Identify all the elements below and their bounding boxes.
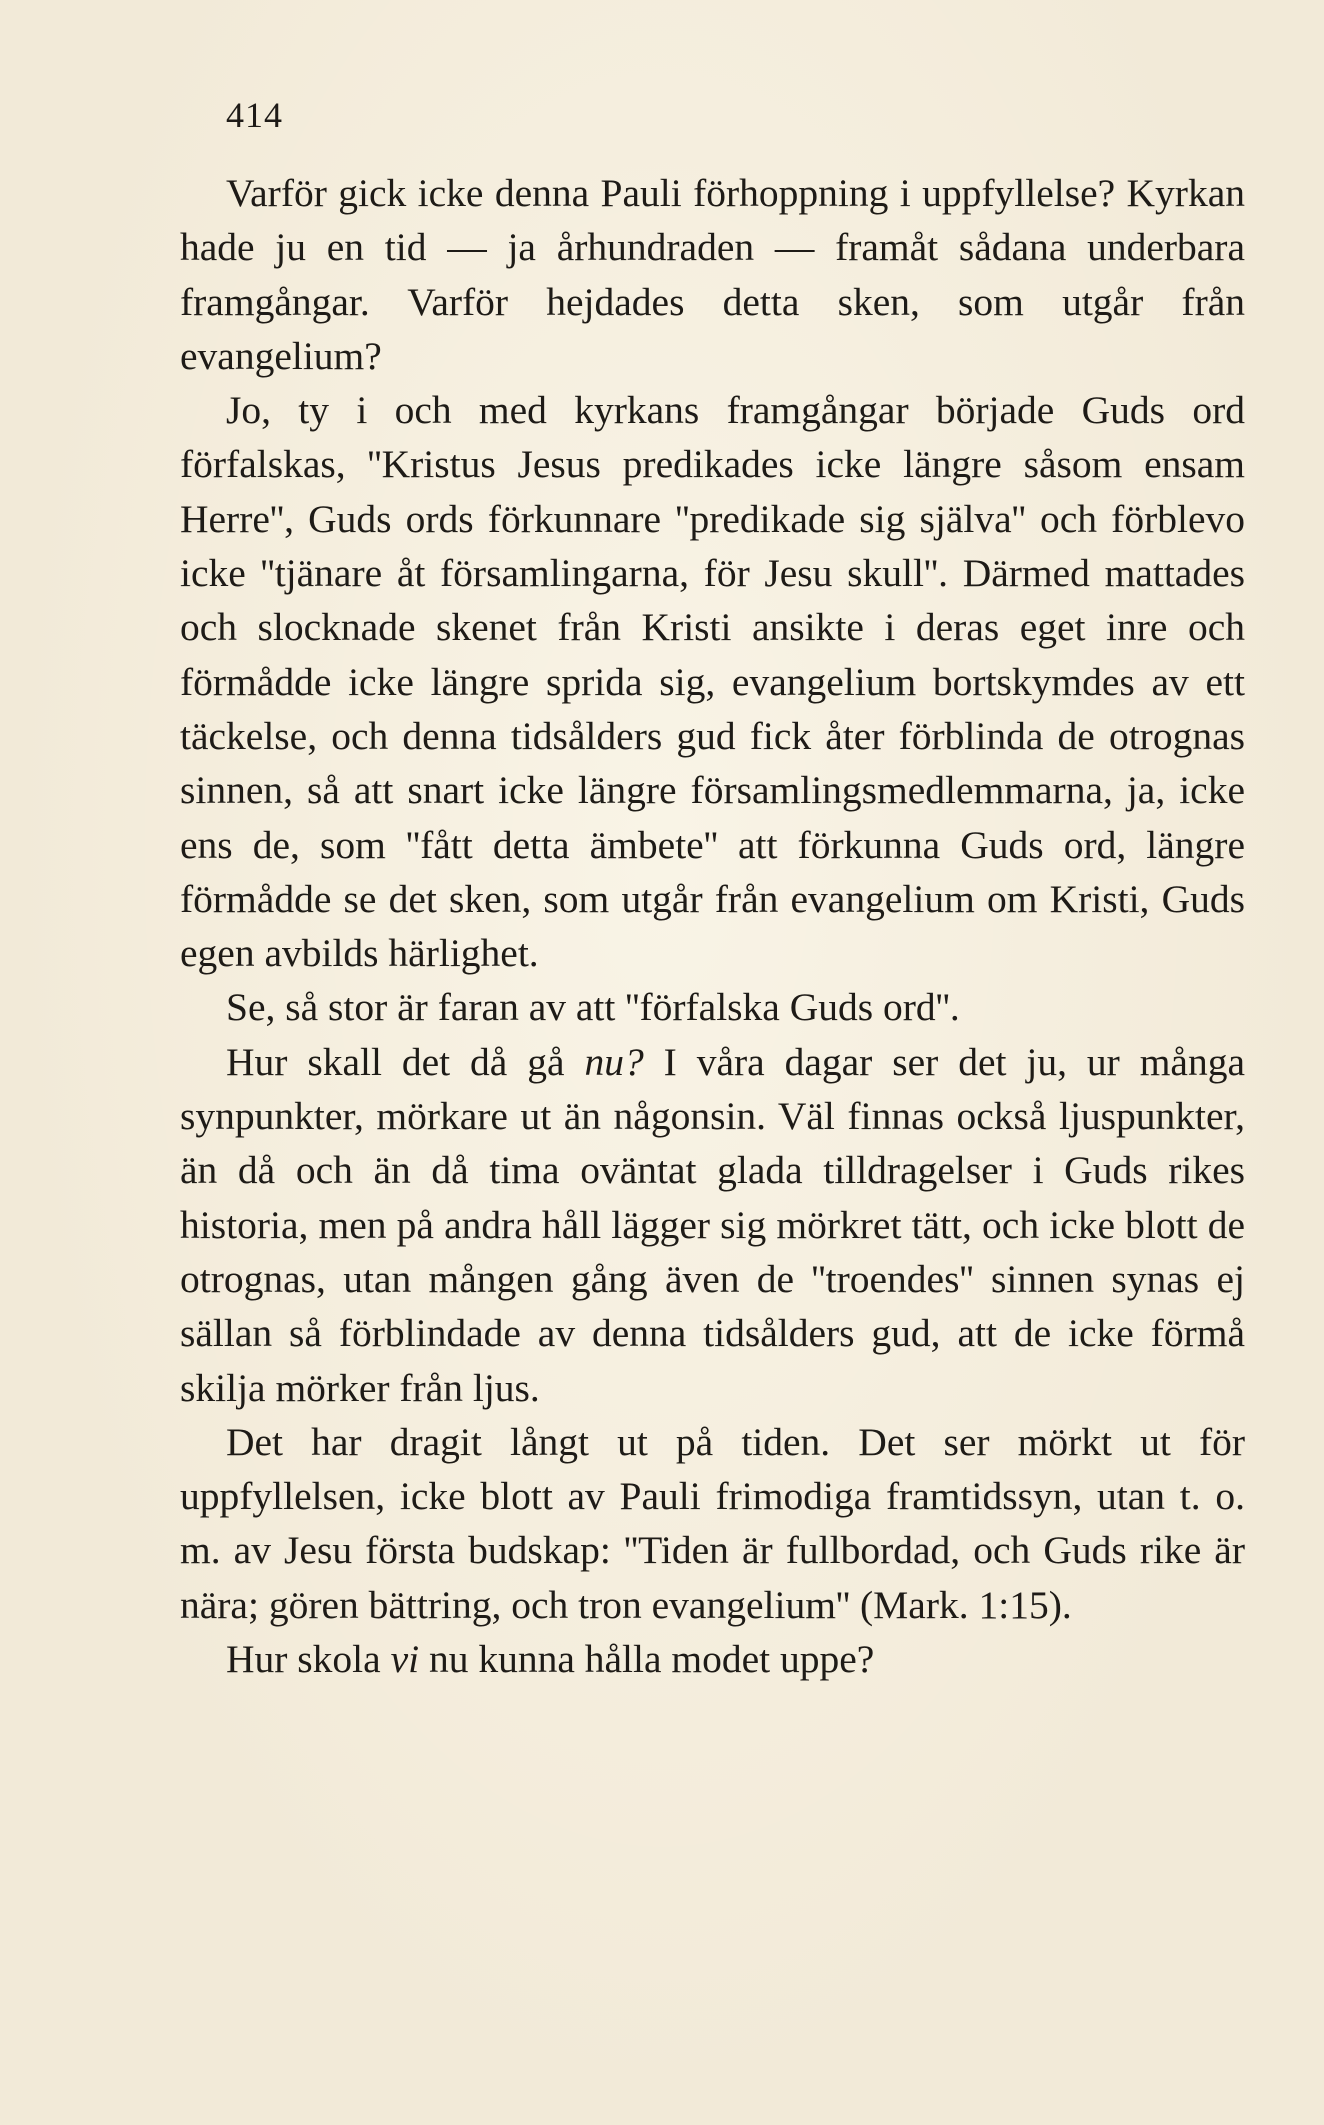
paragraph-4-emphasis: nu?	[584, 1039, 644, 1084]
page-number: 414	[226, 95, 283, 135]
paragraph-2: Jo, ty i och med kyrkans framgångar började Guds ord förfalskas, ''Kristus Jesus predikades icke längre såsom ensam Herre'', Guds ords förkunnare ''predikade sig själva'' och förblevo icke ''tjänare åt församlingarna, för Jesu skull''. Därmed mattades och slocknade skenet från Kristi ansikte i deras eget inre och förmådde icke längre sprida sig, evangelium bortskymdes av ett täckelse, och denna tidsålders gud fick åter förblinda de otrognas sinnen, så att snart icke längre församlingsmedlemmarna, ja, icke ens de, som ''fått detta ämbete'' att förkunna Guds ord, längre förmådde se det sken, som utgår från evangelium om Kristi, Guds egen avbilds härlighet.	[180, 388, 1245, 976]
paragraph-6-after: nu kunna hålla modet uppe?	[419, 1637, 875, 1682]
paragraph-4	[180, 1035, 1245, 1415]
paragraph-4-after: I våra dagar ser det ju, ur många synpunkter, mörkare ut än någonsin. Väl finnas också ljuspunkter, än då och än då tima oväntat glada tilldragelser i Guds rikes historia, men på andra håll lägger sig mörkret tätt, och icke blott de otrognas, utan mången gång även de ''troendes'' sinnen synas ej sällan så förblindade av denna tidsålders gud, att de icke förmå skilja mörker från ljus.	[180, 1039, 1245, 1410]
paragraph-1: Varför gick icke denna Pauli förhoppning i uppfyllelse? Kyrkan hade ju en tid — ja århundraden — framåt sådana underbara framgångar. Varför hejdades detta sken, som utgår från evangelium?	[180, 171, 1245, 378]
paragraph-6	[180, 1632, 1245, 1686]
body-text	[180, 166, 1245, 1686]
paragraph-6-before: Hur skola	[226, 1637, 391, 1682]
paragraph-4-before: Hur skall det då gå	[226, 1039, 585, 1084]
paragraph-6-emphasis: vi	[390, 1637, 420, 1682]
paragraph-3: Se, så stor är faran av att ''förfalska Guds ord''.	[226, 985, 960, 1030]
paragraph-5: Det har dragit långt ut på tiden. Det ser mörkt ut för uppfyllelsen, icke blott av Pauli frimodiga framtidssyn, utan t. o. m. av Jesu första budskap: ''Tiden är fullbordad, och Guds rike är nära; gören bättring, och tron evangelium'' (Mark. 1:15).	[180, 1419, 1245, 1627]
